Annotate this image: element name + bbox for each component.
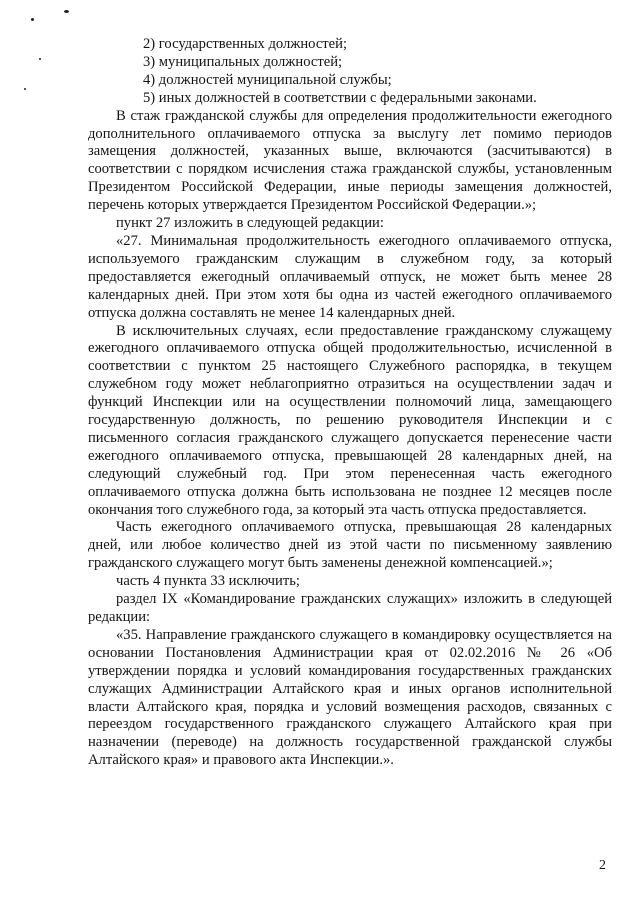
list-item: 2) государственных должностей;: [143, 36, 348, 52]
paragraph-instruction: пункт 27 изложить в следующей редакции:: [116, 215, 384, 232]
paragraph-seniority: В стаж гражданской службы для определения продолжительности ежегодного дополнительного оплачиваемого отпуска за выслугу лет помимо периодов замещения должностей, указанных выше, включаются (засчитываются) в соответствии с порядком исчисления стажа гражданской службы, установленным Президентом Российской Федерации, иные периоды замещения должностей, перечень которых утверждается Президентом Российской Федерации.»;: [88, 107, 612, 214]
paragraph-section-ix: раздел IX «Командирование гражданских служащих» изложить в следующей редакции:: [88, 591, 612, 625]
scan-speck: [39, 58, 41, 60]
document-body: [88, 36, 612, 770]
page-number: 2: [599, 858, 606, 873]
scan-speck: [64, 10, 69, 13]
paragraph-compensation: Часть ежегодного оплачиваемого отпуска, превышающая 28 календарных дней, или любое количество дней из этой части по письменному заявлению гражданского служащего могут быть заменены денежной компенсацией.»;: [88, 519, 612, 572]
scan-speck: [24, 88, 26, 90]
list-item: 3) муниципальных должностей;: [143, 53, 343, 70]
paragraph-exceptional-cases: В исключительных случаях, если предоставление гражданскому служащему ежегодного оплачиваемого отпуска общей продолжительностью, исчисленной в соответствии с пунктом 25 настоящего Служебного распорядка, в текущем служебном году может неблагоприятно отразиться на осуществлении задач и функций Инспекции или на осуществлении полномочий лица, замещающего государственную должность, по решению руководителя Инспекции и с письменного согласия гражданского служащего допускается перенесение части ежегодного оплачиваемого отпуска, превышающей 28 календарных дней, на следующий служебный год. При этом перенесенная часть ежегодного оплачиваемого отпуска должна быть использована не позднее 12 месяцев после окончания того служебного года, за который эта часть отпуска предоставляется.: [88, 322, 612, 518]
paragraph-clause-35: «35. Направление гражданского служащего в командировку осуществляется на основании Постановления Администрации края от 02.02.2016 № 26 «Об утверждении порядка и условий командирования государственных гражданских служащих Администрации Алтайского края и иных органов исполнительной власти Алтайского края, порядка и условий возмещения расходов, связанных с переездом государственного гражданского служащего Алтайского края при назначении (переводе) на должность государственной гражданской службы Алтайского края» и правового акта Инспекции.».: [88, 626, 612, 769]
paragraph-clause-27: «27. Минимальная продолжительность ежегодного оплачиваемого отпуска, используемого гражданским служащим в служебном году, за который предоставляется ежегодный оплачиваемый отпуск, не может быть менее 28 календарных дней. При этом хотя бы одна из частей ежегодного оплачиваемого отпуска должна составлять не менее 14 календарных дней.: [88, 232, 612, 321]
list-item: 5) иных должностей в соответствии с федеральными законами.: [143, 89, 537, 106]
paragraph-instruction: часть 4 пункта 33 исключить;: [116, 573, 300, 590]
scan-speck: [31, 18, 34, 21]
list-item: 4) должностей муниципальной службы;: [143, 71, 392, 88]
